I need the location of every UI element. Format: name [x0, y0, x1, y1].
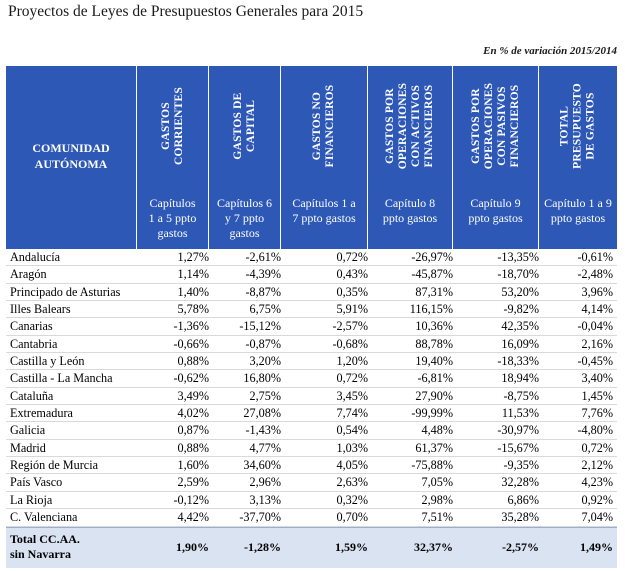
cell-value: 4,14%: [581, 302, 613, 317]
cell-value: 2,59%: [177, 475, 209, 490]
row-label: La Rioja: [10, 492, 53, 507]
cell-value: 1,40%: [177, 284, 209, 299]
cell-value: 0,54%: [336, 423, 368, 438]
cell-value: 7,04%: [581, 510, 613, 525]
cell-value: -0,12%: [173, 492, 209, 507]
page-title: Proyectos de Leyes de Presupuestos Generales para 2015: [8, 3, 364, 20]
cell-value: 0,87%: [177, 423, 209, 438]
table-row: [6, 370, 617, 387]
cell-value: -8,75%: [503, 388, 539, 403]
cell-value: 116,15%: [409, 302, 453, 317]
table-row: [6, 422, 617, 439]
row-label: Canarias: [10, 319, 53, 334]
table-row: [6, 284, 617, 301]
row-label: Aragón: [10, 267, 47, 282]
total-row: [6, 527, 617, 568]
header-col-sub: Capítulo 1 a 9 ppto gastos: [544, 196, 612, 225]
cell-value: 3,96%: [581, 284, 613, 299]
cell-value: 0,88%: [177, 354, 209, 369]
cell-value: 1,03%: [336, 440, 368, 455]
cell-value: 1,60%: [177, 458, 209, 473]
cell-value: -9,35%: [503, 458, 539, 473]
cell-value: 18,94%: [501, 371, 539, 386]
total-label: Total CC.AA. sin Navarra: [10, 532, 80, 561]
cell-value: -4,39%: [245, 267, 281, 282]
cell-value: 88,78%: [415, 336, 453, 351]
cell-value: 2,96%: [249, 475, 281, 490]
cell-value: 0,70%: [336, 510, 368, 525]
header-comunidad-label: COMUNIDAD AUTÓNOMA: [32, 141, 110, 171]
cell-value: 34,60%: [243, 458, 281, 473]
cell-value: 53,20%: [501, 284, 539, 299]
row-label: Cantabria: [10, 336, 58, 351]
row-label: País Vasco: [10, 475, 63, 490]
header-col-sub: Capítulos 1 a 7 ppto gastos: [292, 196, 356, 225]
header-col-label: GASTOS CORRIENTES: [159, 86, 185, 166]
table-row: [6, 509, 617, 526]
cell-value: -0,62%: [173, 371, 209, 386]
table-row: [6, 492, 617, 509]
header-gastos-corrientes: [137, 66, 209, 249]
row-label: Región de Murcia: [10, 458, 98, 473]
cell-value: 1,45%: [581, 388, 613, 403]
cell-value: 0,32%: [336, 492, 368, 507]
cell-value: 10,36%: [415, 319, 453, 334]
cell-value: -18,33%: [497, 354, 539, 369]
row-label: Extremadura: [10, 406, 73, 421]
cell-value: 3,40%: [581, 371, 613, 386]
cell-value: -0,87%: [245, 336, 281, 351]
table-row: [6, 266, 617, 283]
cell-value: -1,43%: [245, 423, 281, 438]
header-col-label: TOTAL PRESUPUESTO DE GASTOS: [558, 83, 597, 169]
cell-value: 27,90%: [415, 388, 453, 403]
cell-value: 16,80%: [243, 371, 281, 386]
cell-value: -2,61%: [245, 250, 281, 264]
cell-value: -0,04%: [577, 319, 613, 334]
cell-value: -0,68%: [332, 336, 368, 351]
cell-value: -4,80%: [577, 423, 613, 438]
cell-value: -0,66%: [173, 336, 209, 351]
table-row: [6, 440, 617, 457]
row-label: C. Valenciana: [10, 510, 78, 525]
cell-value: 2,16%: [581, 336, 613, 351]
cell-value: 2,12%: [581, 458, 613, 473]
cell-value: 3,45%: [336, 388, 368, 403]
header-col-label: GASTOS DE CAPITAL: [231, 92, 257, 160]
table-row: [6, 353, 617, 370]
header-col-sub: Capítulos 6 y 7 ppto gastos: [216, 196, 272, 240]
cell-value: -30,97%: [497, 423, 539, 438]
row-label: Cataluña: [10, 388, 54, 403]
table-subtitle: En % de variación 2015/2014: [483, 45, 617, 57]
cell-value: 4,23%: [581, 475, 613, 490]
cell-value: 87,31%: [415, 284, 453, 299]
total-value: 1,49%: [580, 540, 613, 554]
cell-value: 1,27%: [177, 250, 209, 264]
cell-value: -45,87%: [411, 267, 453, 282]
cell-value: -2,48%: [577, 267, 613, 282]
cell-value: 0,72%: [336, 371, 368, 386]
table-row: [6, 388, 617, 405]
cell-value: 3,13%: [249, 492, 281, 507]
total-value: -2,57%: [502, 540, 539, 554]
cell-value: -15,12%: [239, 319, 281, 334]
cell-value: 61,37%: [415, 440, 453, 455]
header-col-label: GASTOS NO FINANCIEROS: [311, 84, 336, 168]
table-body: [6, 249, 617, 527]
cell-value: 0,72%: [581, 440, 613, 455]
header-total-presupuesto: [539, 66, 617, 249]
cell-value: 6,86%: [507, 492, 539, 507]
row-label: Principado de Asturias: [10, 284, 121, 299]
header-col-sub: Capítulo 9 ppto gastos: [468, 196, 523, 225]
cell-value: -1,36%: [173, 319, 209, 334]
header-gastos-capital: [209, 66, 281, 249]
total-value: 1,59%: [335, 540, 368, 554]
header-gastos-no-financieros: [281, 66, 368, 249]
cell-value: -13,35%: [497, 250, 539, 264]
cell-value: 19,40%: [415, 354, 453, 369]
cell-value: 2,75%: [249, 388, 281, 403]
cell-value: -0,45%: [577, 354, 613, 369]
cell-value: 4,42%: [177, 510, 209, 525]
table-row: [6, 318, 617, 335]
header-col-label: GASTOS POR OPERACIONES CON PASIVOS FINANCIEROS: [469, 82, 521, 170]
cell-value: 0,43%: [336, 267, 368, 282]
cell-value: -9,82%: [503, 302, 539, 317]
row-label: Andalucía: [10, 250, 61, 264]
cell-value: -8,87%: [245, 284, 281, 299]
cell-value: 27,08%: [243, 406, 281, 421]
cell-value: 5,91%: [336, 302, 368, 317]
cell-value: 4,05%: [336, 458, 368, 473]
cell-value: 11,53%: [501, 406, 539, 421]
cell-value: -6,81%: [417, 371, 453, 386]
cell-value: -99,99%: [411, 406, 453, 421]
cell-value: 7,51%: [421, 510, 453, 525]
cell-value: 7,74%: [336, 406, 368, 421]
cell-value: 6,75%: [249, 302, 281, 317]
cell-value: 7,76%: [581, 406, 613, 421]
cell-value: 7,05%: [421, 475, 453, 490]
cell-value: 1,20%: [336, 354, 368, 369]
cell-value: 16,09%: [501, 336, 539, 351]
cell-value: 0,72%: [336, 250, 368, 264]
header-activos-financieros: [368, 66, 453, 249]
header-col-sub: Capítulo 8 ppto gastos: [382, 196, 438, 225]
table-row: [6, 249, 617, 266]
cell-value: 1,14%: [177, 267, 209, 282]
cell-value: 4,02%: [177, 406, 209, 421]
table-header: [6, 66, 617, 249]
row-label: Galicia: [10, 423, 46, 438]
total-value: 32,37%: [414, 540, 453, 554]
cell-value: 3,49%: [177, 388, 209, 403]
cell-value: -18,70%: [497, 267, 539, 282]
row-label: Madrid: [10, 440, 46, 455]
cell-value: -37,70%: [239, 510, 281, 525]
table-row: [6, 474, 617, 491]
row-label: Castilla y León: [10, 354, 85, 369]
total-value: -1,28%: [244, 540, 281, 554]
row-label: Illes Balears: [10, 302, 71, 317]
cell-value: -26,97%: [411, 250, 453, 264]
cell-value: 32,28%: [501, 475, 539, 490]
table-row: [6, 457, 617, 474]
cell-value: -15,67%: [497, 440, 539, 455]
table-row: [6, 336, 617, 353]
cell-value: -75,88%: [411, 458, 453, 473]
table-row: [6, 301, 617, 318]
total-value: 1,90%: [176, 540, 209, 554]
cell-value: 2,63%: [336, 475, 368, 490]
row-label: Castilla - La Mancha: [10, 371, 113, 386]
cell-value: 0,92%: [581, 492, 613, 507]
header-col-label: GASTOS POR OPERACIONES CON ACTIVOS FINANCIEROS: [384, 82, 435, 170]
table-row: [6, 405, 617, 422]
cell-value: 35,28%: [501, 510, 539, 525]
cell-value: -2,57%: [332, 319, 368, 334]
header-col-sub: Capítulos 1 a 5 ppto gastos: [148, 196, 197, 240]
header-comunidad: [6, 66, 137, 249]
header-pasivos-financieros: [453, 66, 539, 249]
cell-value: 4,48%: [421, 423, 453, 438]
cell-value: -0,61%: [577, 250, 613, 264]
cell-value: 4,77%: [249, 440, 281, 455]
cell-value: 0,35%: [336, 284, 368, 299]
cell-value: 42,35%: [501, 319, 539, 334]
cell-value: 0,88%: [177, 440, 209, 455]
cell-value: 3,20%: [249, 354, 281, 369]
cell-value: 2,98%: [421, 492, 453, 507]
cell-value: 5,78%: [177, 302, 209, 317]
